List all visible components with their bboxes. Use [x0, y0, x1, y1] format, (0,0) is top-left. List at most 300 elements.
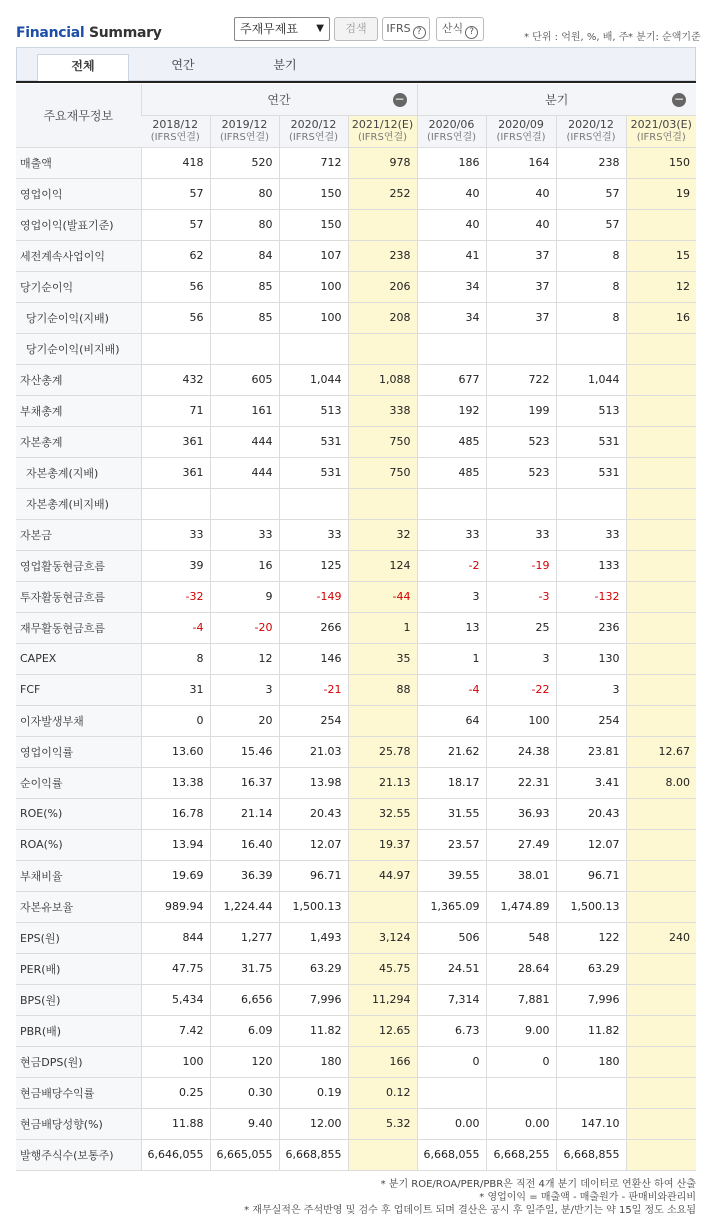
- table-cell: 18.17: [417, 767, 486, 798]
- table-cell: [626, 612, 696, 643]
- period-tabs: [16, 47, 696, 81]
- table-cell: 7,996: [556, 984, 626, 1015]
- table-cell: 9.40: [210, 1108, 279, 1139]
- table-cell: 19: [626, 178, 696, 209]
- tab-quarterly[interactable]: 분기: [273, 58, 297, 72]
- table-cell: 6,668,855: [279, 1139, 348, 1170]
- period-label: 2021/03(E): [630, 118, 692, 131]
- table-cell: 3: [210, 674, 279, 705]
- row-label: 자본총계(비지배): [16, 488, 141, 519]
- table-row: [16, 674, 696, 705]
- table-cell: 1,365.09: [417, 891, 486, 922]
- table-row: [16, 333, 696, 364]
- table-cell: 31: [141, 674, 210, 705]
- title-suffix: Summary: [84, 25, 162, 41]
- table-cell: 12.07: [279, 829, 348, 860]
- table-cell: 523: [486, 457, 556, 488]
- table-cell: 3,124: [348, 922, 417, 953]
- table-row: [16, 1077, 696, 1108]
- row-label: 자본유보율: [16, 891, 141, 922]
- table-cell: [417, 488, 486, 519]
- table-cell: 208: [348, 302, 417, 333]
- title-prefix: Financial: [16, 25, 85, 41]
- row-label: 영업활동현금흐름: [16, 550, 141, 581]
- table-cell: 40: [417, 178, 486, 209]
- table-cell: 23.57: [417, 829, 486, 860]
- table-cell: 16.40: [210, 829, 279, 860]
- table-cell: 9.00: [486, 1015, 556, 1046]
- tab-divider: [16, 81, 696, 83]
- period-label: 2020/12: [290, 118, 337, 131]
- tab-all[interactable]: 전체: [37, 54, 129, 83]
- table-row: [16, 488, 696, 519]
- period-note: * 분기: 순액기준: [628, 32, 701, 43]
- table-cell: 45.75: [348, 953, 417, 984]
- table-cell: [626, 891, 696, 922]
- table-cell: [626, 209, 696, 240]
- table-cell: -4: [141, 612, 210, 643]
- table-cell: 418: [141, 147, 210, 178]
- table-cell: 63.29: [556, 953, 626, 984]
- table-cell: 23.81: [556, 736, 626, 767]
- table-cell: [626, 519, 696, 550]
- table-cell: [626, 395, 696, 426]
- table-cell: 444: [210, 457, 279, 488]
- table-cell: -20: [210, 612, 279, 643]
- table-cell: 236: [556, 612, 626, 643]
- table-cell: 37: [486, 302, 556, 333]
- table-row: [16, 550, 696, 581]
- table-cell: 712: [279, 147, 348, 178]
- table-cell: 16.78: [141, 798, 210, 829]
- table-cell: 20: [210, 705, 279, 736]
- table-cell: 1,277: [210, 922, 279, 953]
- table-cell: [417, 1077, 486, 1108]
- tab-annual[interactable]: 연간: [171, 58, 195, 72]
- period-label: 2020/06: [428, 118, 475, 131]
- table-cell: 19.69: [141, 860, 210, 891]
- table-cell: [626, 829, 696, 860]
- table-cell: 39.55: [417, 860, 486, 891]
- table-row: [16, 984, 696, 1015]
- table-cell: 1,088: [348, 364, 417, 395]
- table-row: [16, 953, 696, 984]
- table-cell: 21.14: [210, 798, 279, 829]
- table-cell: 8.00: [626, 767, 696, 798]
- table-cell: 150: [279, 209, 348, 240]
- table-cell: 192: [417, 395, 486, 426]
- table-cell: 12.00: [279, 1108, 348, 1139]
- row-label: 당기순이익(지배): [16, 302, 141, 333]
- table-cell: 37: [486, 240, 556, 271]
- table-cell: 27.49: [486, 829, 556, 860]
- table-row: [16, 178, 696, 209]
- row-label: PBR(배): [16, 1015, 141, 1046]
- table-cell: 36.39: [210, 860, 279, 891]
- table-cell: 6,668,255: [486, 1139, 556, 1170]
- table-cell: 13.60: [141, 736, 210, 767]
- table-cell: 24.51: [417, 953, 486, 984]
- table-cell: 6,646,055: [141, 1139, 210, 1170]
- table-cell: 57: [556, 209, 626, 240]
- table-cell: 11.88: [141, 1108, 210, 1139]
- table-row: [16, 891, 696, 922]
- table-cell: 7,314: [417, 984, 486, 1015]
- row-label: 당기순이익: [16, 271, 141, 302]
- table-cell: 13: [417, 612, 486, 643]
- table-cell: 36.93: [486, 798, 556, 829]
- table-cell: -3: [486, 581, 556, 612]
- row-label: CAPEX: [16, 643, 141, 674]
- row-label: BPS(원): [16, 984, 141, 1015]
- table-cell: 32.55: [348, 798, 417, 829]
- table-row: [16, 147, 696, 178]
- row-label: FCF: [16, 674, 141, 705]
- table-cell: 7,881: [486, 984, 556, 1015]
- table-cell: 361: [141, 426, 210, 457]
- table-cell: 20.43: [556, 798, 626, 829]
- table-cell: 548: [486, 922, 556, 953]
- table-cell: [348, 891, 417, 922]
- table-cell: -4: [417, 674, 486, 705]
- financial-summary-table: [16, 84, 696, 1171]
- footnote-operating-profit: * 영업이익 = 매출액 - 매출원가 - 판매비와관리비: [479, 1192, 696, 1203]
- table-cell: 13.38: [141, 767, 210, 798]
- row-label: 매출액: [16, 147, 141, 178]
- row-label: 발행주식수(보통주): [16, 1139, 141, 1170]
- table-cell: 0.12: [348, 1077, 417, 1108]
- table-cell: 199: [486, 395, 556, 426]
- table-cell: 47.75: [141, 953, 210, 984]
- table-cell: 11,294: [348, 984, 417, 1015]
- table-cell: 206: [348, 271, 417, 302]
- table-cell: [348, 1139, 417, 1170]
- table-cell: 238: [348, 240, 417, 271]
- table-cell: 33: [279, 519, 348, 550]
- table-cell: 44.97: [348, 860, 417, 891]
- table-cell: 722: [486, 364, 556, 395]
- row-label: 순이익률: [16, 767, 141, 798]
- period-header: [348, 115, 417, 147]
- table-cell: 238: [556, 147, 626, 178]
- table-cell: [626, 426, 696, 457]
- table-row: [16, 736, 696, 767]
- period-label: 2018/12: [152, 118, 199, 131]
- table-cell: [626, 674, 696, 705]
- formula-help-button[interactable]: [436, 17, 484, 41]
- table-cell: [348, 488, 417, 519]
- table-cell: [626, 860, 696, 891]
- annual-label: 연간: [267, 92, 291, 107]
- table-cell: 100: [279, 271, 348, 302]
- table-cell: 39: [141, 550, 210, 581]
- table-cell: 1,474.89: [486, 891, 556, 922]
- table-cell: 21.13: [348, 767, 417, 798]
- table-cell: 150: [279, 178, 348, 209]
- statement-type-select[interactable]: [234, 17, 330, 41]
- table-row: [16, 364, 696, 395]
- period-label: 2020/12: [568, 118, 614, 131]
- table-cell: 57: [556, 178, 626, 209]
- table-cell: [626, 364, 696, 395]
- table-cell: 71: [141, 395, 210, 426]
- table-cell: 57: [141, 178, 210, 209]
- table-cell: -149: [279, 581, 348, 612]
- table-cell: 122: [556, 922, 626, 953]
- table-cell: 750: [348, 426, 417, 457]
- table-cell: 34: [417, 271, 486, 302]
- table-cell: 8: [141, 643, 210, 674]
- table-cell: 32: [348, 519, 417, 550]
- table-cell: 254: [279, 705, 348, 736]
- table-cell: 1,500.13: [556, 891, 626, 922]
- table-cell: [210, 488, 279, 519]
- table-cell: 978: [348, 147, 417, 178]
- table-cell: 164: [486, 147, 556, 178]
- table-cell: 338: [348, 395, 417, 426]
- row-label: 영업이익: [16, 178, 141, 209]
- table-cell: 21.62: [417, 736, 486, 767]
- table-cell: 0.19: [279, 1077, 348, 1108]
- table-cell: [626, 1077, 696, 1108]
- table-cell: 485: [417, 426, 486, 457]
- table-cell: [417, 333, 486, 364]
- table-cell: 31.55: [417, 798, 486, 829]
- table-cell: 7.42: [141, 1015, 210, 1046]
- table-row: [16, 767, 696, 798]
- table-cell: 16: [210, 550, 279, 581]
- table-cell: -19: [486, 550, 556, 581]
- table-cell: 1: [348, 612, 417, 643]
- table-cell: [279, 333, 348, 364]
- table-cell: 8: [556, 271, 626, 302]
- row-label: 자산총계: [16, 364, 141, 395]
- row-label: 투자활동현금흐름: [16, 581, 141, 612]
- table-cell: 506: [417, 922, 486, 953]
- table-cell: [141, 333, 210, 364]
- period-header: [626, 115, 696, 147]
- table-cell: [556, 488, 626, 519]
- search-button[interactable]: 검색: [334, 17, 378, 41]
- table-cell: 531: [556, 457, 626, 488]
- table-cell: 22.31: [486, 767, 556, 798]
- row-label: ROE(%): [16, 798, 141, 829]
- table-cell: [626, 705, 696, 736]
- row-label: 현금배당수익률: [16, 1077, 141, 1108]
- table-cell: 150: [626, 147, 696, 178]
- row-label: 자본금: [16, 519, 141, 550]
- table-cell: 107: [279, 240, 348, 271]
- table-cell: 6,668,055: [417, 1139, 486, 1170]
- table-cell: 11.82: [279, 1015, 348, 1046]
- table-cell: 8: [556, 240, 626, 271]
- table-row: [16, 705, 696, 736]
- period-basis: (IFRS연결): [150, 132, 200, 143]
- table-row: [16, 1108, 696, 1139]
- table-cell: 485: [417, 457, 486, 488]
- table-cell: 33: [417, 519, 486, 550]
- table-cell: 750: [348, 457, 417, 488]
- table-cell: 0: [486, 1046, 556, 1077]
- table-cell: 33: [141, 519, 210, 550]
- row-label: 이자발생부채: [16, 705, 141, 736]
- table-cell: 124: [348, 550, 417, 581]
- table-row: [16, 302, 696, 333]
- table-cell: 9: [210, 581, 279, 612]
- table-cell: 64: [417, 705, 486, 736]
- table-cell: 531: [556, 426, 626, 457]
- table-cell: [626, 550, 696, 581]
- table-cell: 166: [348, 1046, 417, 1077]
- table-cell: -22: [486, 674, 556, 705]
- quarter-group-header: [417, 84, 696, 115]
- footnote-update-timing: * 재무실적은 주석반영 및 검수 후 업데이트 되며 결산은 공시 후 일주일, 분/반기는 약 15일 정도 소요됨: [244, 1205, 696, 1216]
- table-cell: 31.75: [210, 953, 279, 984]
- table-cell: [348, 333, 417, 364]
- period-basis: (IFRS연결): [219, 132, 270, 143]
- help-icon: ?: [465, 26, 478, 39]
- table-cell: 12.07: [556, 829, 626, 860]
- table-cell: 12: [210, 643, 279, 674]
- row-label: 자본총계(지배): [16, 457, 141, 488]
- page-header: [16, 14, 701, 44]
- table-row: [16, 426, 696, 457]
- period-header: [210, 115, 279, 147]
- table-cell: 100: [279, 302, 348, 333]
- period-basis: (IFRS연결): [357, 132, 408, 143]
- row-label: 부채총계: [16, 395, 141, 426]
- table-cell: 63.29: [279, 953, 348, 984]
- row-label: 세전계속사업이익: [16, 240, 141, 271]
- table-cell: -21: [279, 674, 348, 705]
- row-label: 재무활동현금흐름: [16, 612, 141, 643]
- table-cell: 35: [348, 643, 417, 674]
- table-cell: 15: [626, 240, 696, 271]
- table-row: [16, 1139, 696, 1170]
- table-cell: 25: [486, 612, 556, 643]
- footnote-quarter-annualized: * 분기 ROE/ROA/PER/PBR은 직전 4개 분기 데이터로 연환산 하여 산출: [380, 1179, 696, 1190]
- table-cell: 240: [626, 922, 696, 953]
- table-cell: 84: [210, 240, 279, 271]
- table-cell: 523: [486, 426, 556, 457]
- table-cell: 1,493: [279, 922, 348, 953]
- table-cell: 1,044: [556, 364, 626, 395]
- table-cell: [626, 1015, 696, 1046]
- period-header: [486, 115, 556, 147]
- table-row: [16, 860, 696, 891]
- table-cell: 100: [486, 705, 556, 736]
- table-cell: 38.01: [486, 860, 556, 891]
- table-cell: [486, 488, 556, 519]
- table-cell: 677: [417, 364, 486, 395]
- table-cell: 3: [486, 643, 556, 674]
- table-cell: [626, 1046, 696, 1077]
- period-basis: (IFRS연결): [496, 132, 546, 143]
- table-cell: 513: [556, 395, 626, 426]
- quarter-label: 분기: [545, 92, 569, 107]
- period-basis: (IFRS연결): [426, 132, 477, 143]
- help-icon: ?: [413, 26, 426, 39]
- table-cell: 33: [210, 519, 279, 550]
- table-cell: [626, 488, 696, 519]
- table-cell: 3.41: [556, 767, 626, 798]
- table-cell: 21.03: [279, 736, 348, 767]
- row-label: 현금배당성향(%): [16, 1108, 141, 1139]
- table-cell: 28.64: [486, 953, 556, 984]
- table-cell: 40: [486, 178, 556, 209]
- period-basis: (IFRS연결): [288, 132, 339, 143]
- table-cell: 0.00: [486, 1108, 556, 1139]
- period-header: [417, 115, 486, 147]
- table-cell: 85: [210, 302, 279, 333]
- table-cell: 80: [210, 178, 279, 209]
- table-cell: 25.78: [348, 736, 417, 767]
- row-label: EPS(원): [16, 922, 141, 953]
- table-cell: 16.37: [210, 767, 279, 798]
- table-cell: 1,044: [279, 364, 348, 395]
- table-cell: 125: [279, 550, 348, 581]
- annual-group-header: [141, 84, 417, 115]
- table-cell: 85: [210, 271, 279, 302]
- table-cell: 531: [279, 457, 348, 488]
- table-cell: 12.65: [348, 1015, 417, 1046]
- period-header: [141, 115, 210, 147]
- period-basis: (IFRS연결): [636, 132, 686, 143]
- table-cell: 5.32: [348, 1108, 417, 1139]
- table-row: [16, 395, 696, 426]
- table-cell: 1,500.13: [279, 891, 348, 922]
- table-cell: 520: [210, 147, 279, 178]
- table-row: [16, 829, 696, 860]
- collapse-annual-icon[interactable]: −: [394, 92, 405, 106]
- table-cell: 40: [417, 209, 486, 240]
- chevron-down-icon: ▼: [316, 23, 324, 34]
- table-cell: 88: [348, 674, 417, 705]
- table-row: [16, 581, 696, 612]
- collapse-quarter-icon[interactable]: −: [673, 92, 685, 106]
- table-cell: 34: [417, 302, 486, 333]
- table-cell: 432: [141, 364, 210, 395]
- row-label: 영업이익(발표기준): [16, 209, 141, 240]
- table-cell: [486, 1077, 556, 1108]
- period-label: 2019/12: [221, 118, 268, 131]
- table-cell: 19.37: [348, 829, 417, 860]
- table-cell: 33: [556, 519, 626, 550]
- select-value: 주재무제표: [240, 22, 298, 36]
- table-cell: 24.38: [486, 736, 556, 767]
- ifrs-help-button[interactable]: [382, 17, 430, 41]
- table-row: [16, 612, 696, 643]
- table-cell: 3: [417, 581, 486, 612]
- row-label: 부채비율: [16, 860, 141, 891]
- table-cell: [626, 1108, 696, 1139]
- table-cell: 6,665,055: [210, 1139, 279, 1170]
- table-cell: 133: [556, 550, 626, 581]
- row-label: PER(배): [16, 953, 141, 984]
- table-cell: [486, 333, 556, 364]
- table-cell: -132: [556, 581, 626, 612]
- table-cell: 120: [210, 1046, 279, 1077]
- table-row: [16, 240, 696, 271]
- table-cell: 57: [141, 209, 210, 240]
- row-label: ROA(%): [16, 829, 141, 860]
- table-cell: 11.82: [556, 1015, 626, 1046]
- table-cell: 13.98: [279, 767, 348, 798]
- table-cell: 37: [486, 271, 556, 302]
- table-cell: [626, 953, 696, 984]
- table-cell: 6,668,855: [556, 1139, 626, 1170]
- table-cell: [556, 333, 626, 364]
